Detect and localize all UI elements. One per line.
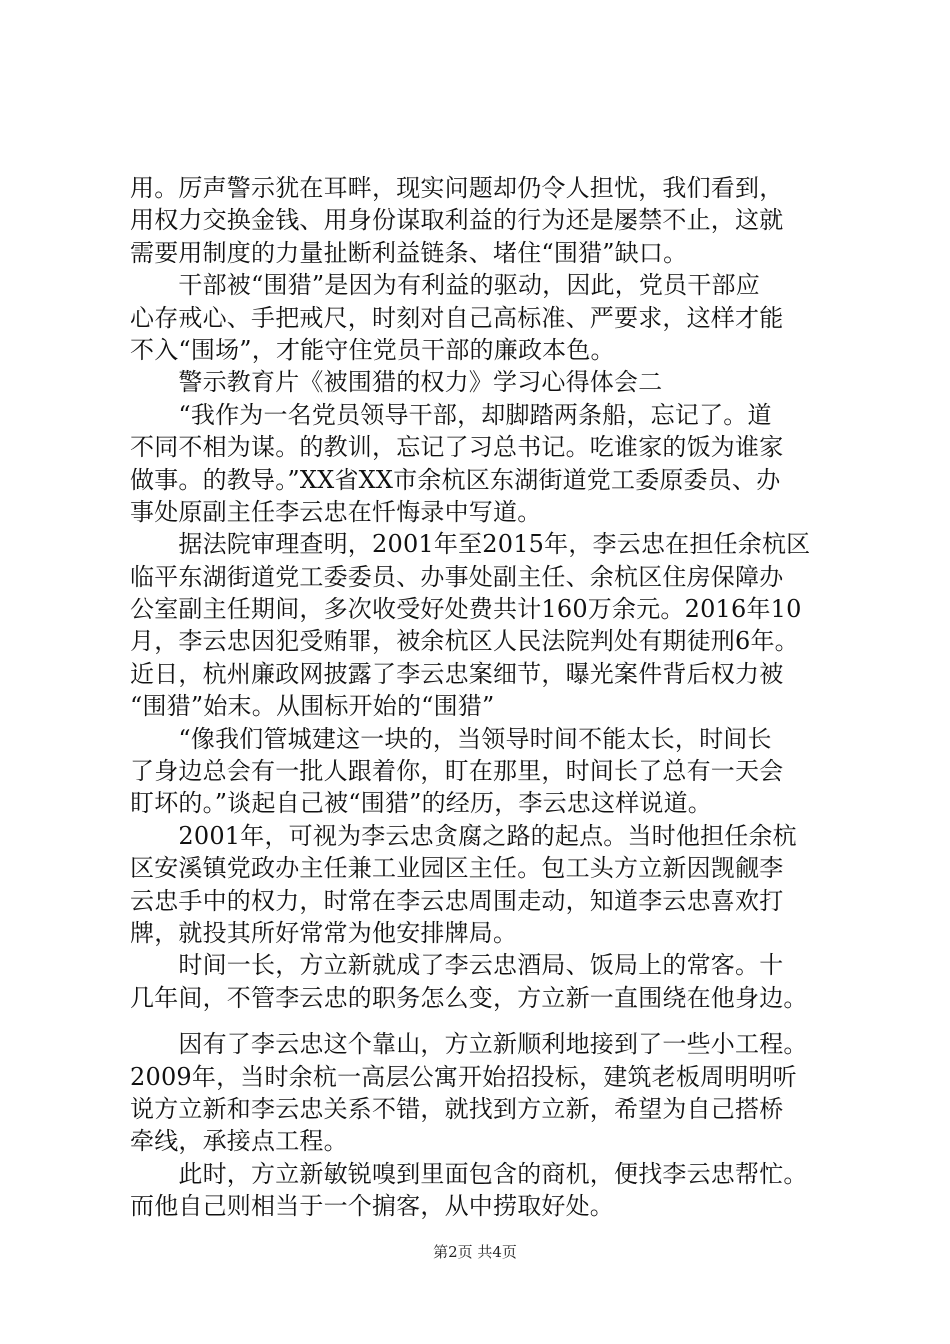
text-line: 月，李云忠因犯受贿罪，被余杭区人民法院判处有期徒刑6年。 <box>130 627 799 656</box>
text-line: 盯坏的。”谈起自己被“围猎”的经历，李云忠这样说道。 <box>130 789 713 818</box>
text-line: 事处原副主任李云忠在忏悔录中写道。 <box>130 497 542 526</box>
text-line: 临平东湖街道党工委委员、办事处副主任、余杭区住房保障办 <box>130 562 784 591</box>
text-line: “围猎”始末。从围标开始的“围猎” <box>130 692 495 721</box>
text-line: “像我们管城建这一块的，当领导时间不能太长，时间长 <box>130 724 772 753</box>
text-line: 云忠手中的权力，时常在李云忠周围走动，知道李云忠喜欢打 <box>130 886 784 915</box>
text-line: 不入“围场”，才能守住党员干部的廉政本色。 <box>130 335 615 364</box>
text-line: 说方立新和李云忠关系不错，就找到方立新，希望为自己搭桥 <box>130 1094 784 1123</box>
text-line: 需要用制度的力量扯断利益链条、堵住“围猎”缺口。 <box>130 238 688 267</box>
text-line: 牌，就投其所好常常为他安排牌局。 <box>130 918 518 947</box>
text-line <box>130 1014 850 1028</box>
text-line: 2001年，可视为李云忠贪腐之路的起点。当时他担任余杭 <box>130 821 797 850</box>
text-line: 做事。的教导。”XX省XX市余杭区东湖街道党工委原委员、办 <box>130 465 781 494</box>
text-line: 干部被“围猎”是因为有利益的驱动，因此，党员干部应 <box>130 271 760 300</box>
text-line: 心存戒心、手把戒尺，时刻对自己高标准、严要求，这样才能 <box>130 303 784 332</box>
text-line: 时间一长，方立新就成了李云忠酒局、饭局上的常客。十 <box>130 951 784 980</box>
text-line: 了身边总会有一批人跟着你，盯在那里，时间长了总有一天会 <box>130 757 784 786</box>
text-line: 此时，方立新敏锐嗅到里面包含的商机，便找李云忠帮忙。 <box>130 1159 808 1188</box>
text-line: 牵线，承接点工程。 <box>130 1127 348 1156</box>
text-line: 2009年，当时余杭一高层公寓开始招投标，建筑老板周明明听 <box>130 1062 797 1091</box>
text-line: 不同不相为谋。的教训，忘记了习总书记。吃谁家的饭为谁家 <box>130 433 784 462</box>
text-line: 而他自己则相当于一个掮客，从中捞取好处。 <box>130 1192 614 1221</box>
text-line: 警示教育片《被围猎的权力》学习心得体会二 <box>130 368 663 397</box>
page-footer: 第2页 共4页 <box>433 1243 517 1261</box>
text-line: 用权力交换金钱、用身份谋取利益的行为还是屡禁不止，这就 <box>130 206 784 235</box>
text-line: 区安溪镇党政办主任兼工业园区主任。包工头方立新因觊觎李 <box>130 854 784 883</box>
text-line: 因有了李云忠这个靠山，方立新顺利地接到了一些小工程。 <box>130 1030 808 1059</box>
text-line: 公室副主任期间，多次收受好处费共计160万余元。2016年10 <box>130 595 802 624</box>
text-line: 用。厉声警示犹在耳畔，现实问题却仍令人担忧，我们看到， <box>130 174 784 202</box>
text-line: “我作为一名党员领导干部，却脚踏两条船，忘记了。道 <box>130 400 772 429</box>
text-line: 近日，杭州廉政网披露了李云忠案细节，曝光案件背后权力被 <box>130 659 784 688</box>
text-line: 几年间，不管李云忠的职务怎么变，方立新一直围绕在他身边。 <box>130 983 808 1012</box>
document-body <box>130 172 850 1223</box>
text-line: 据法院审理查明，2001年至2015年，李云忠在担任余杭区 <box>130 530 811 559</box>
